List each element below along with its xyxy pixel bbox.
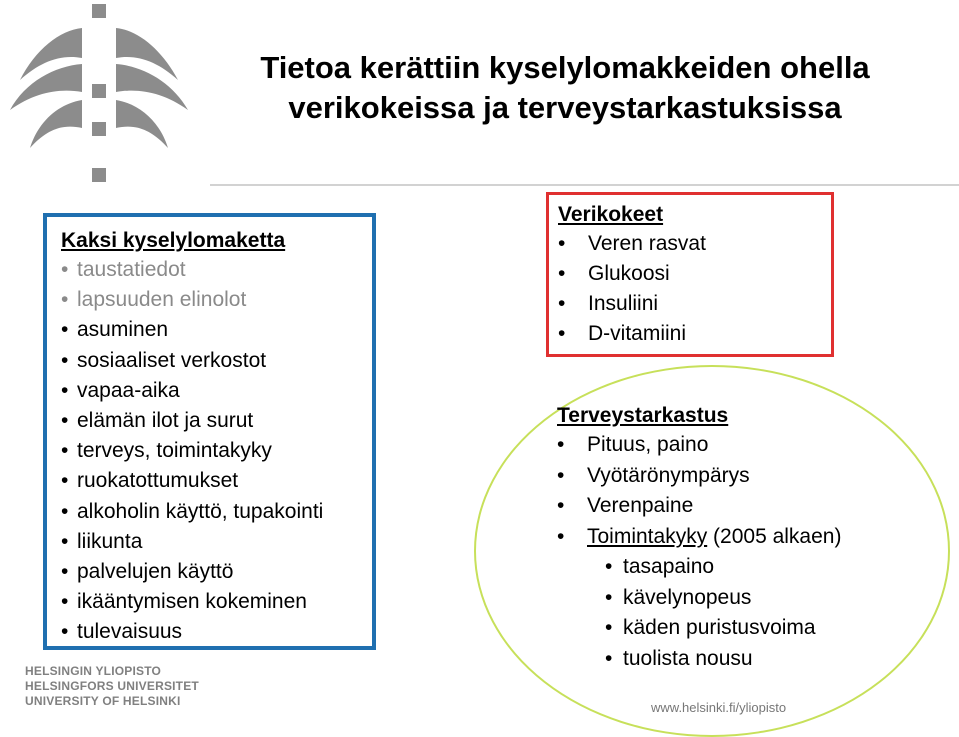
questionnaire-heading: Kaksi kyselylomaketta [61,229,286,252]
blood-tests-list [558,229,831,349]
list-item: • vapaa-aika [61,378,180,402]
list-item: • D-vitamiini [558,322,687,345]
list-item: • Verenpaine [557,494,694,517]
list-item: • lapsuuden elinolot [61,288,247,312]
list-item: • Insuliini [558,292,659,315]
list-item: • liikunta [61,529,143,553]
list-item: • ikääntymisen kokeminen [61,590,307,614]
questionnaire-box [43,213,376,650]
list-item: • Toimintakyky (2005 alkaen) [557,524,842,548]
blood-tests-box [546,192,834,357]
function-suffix: (2005 alkaen) [713,524,842,548]
list-item: • palvelujen käyttö [61,560,234,584]
list-item: • sosiaaliset verkostot [61,348,267,372]
list-item: • Glukoosi [558,262,670,285]
questionnaire-list [61,255,372,648]
health-check-list [557,430,841,674]
list-item: • tasapaino [605,555,715,578]
function-label: Toimintakyky [587,524,708,548]
list-item: • elämän ilot ja surut [61,409,254,433]
blood-tests-heading: Verikokeet [558,203,664,226]
university-name: HELSINGIN YLIOPISTO HELSINGFORS UNIVERSITET UNIVERSITY OF HELSINKI [25,664,199,708]
list-item: • taustatiedot [61,258,186,281]
title-line-1: Tietoa kerättiin kyselylomakkeiden ohella [260,50,870,85]
list-item: • käden puristusvoima [605,616,816,639]
health-check-section [557,402,841,674]
university-flame-logo-icon [0,0,200,190]
list-item: • Vyötärönympärys [557,463,750,487]
list-item: • asuminen [61,318,169,342]
health-check-heading: Terveystarkastus [557,404,729,427]
header-divider [210,184,959,186]
title-line-2: verikokeissa ja terveystarkastuksissa [288,90,842,125]
list-item: • terveys, toimintakyky [61,439,272,463]
list-item: • kävelynopeus [605,585,752,609]
list-item: • Veren rasvat [558,232,706,255]
list-item: • Pituus, paino [557,433,709,456]
list-item: • tulevaisuus [61,620,183,644]
list-item: • alkoholin käyttö, tupakointi [61,499,324,523]
footer-url[interactable]: www.helsinki.fi/yliopisto [651,700,787,715]
list-item: • ruokatottumukset [61,469,239,493]
list-item: • tuolista nousu [605,646,753,670]
page-title [205,48,925,128]
